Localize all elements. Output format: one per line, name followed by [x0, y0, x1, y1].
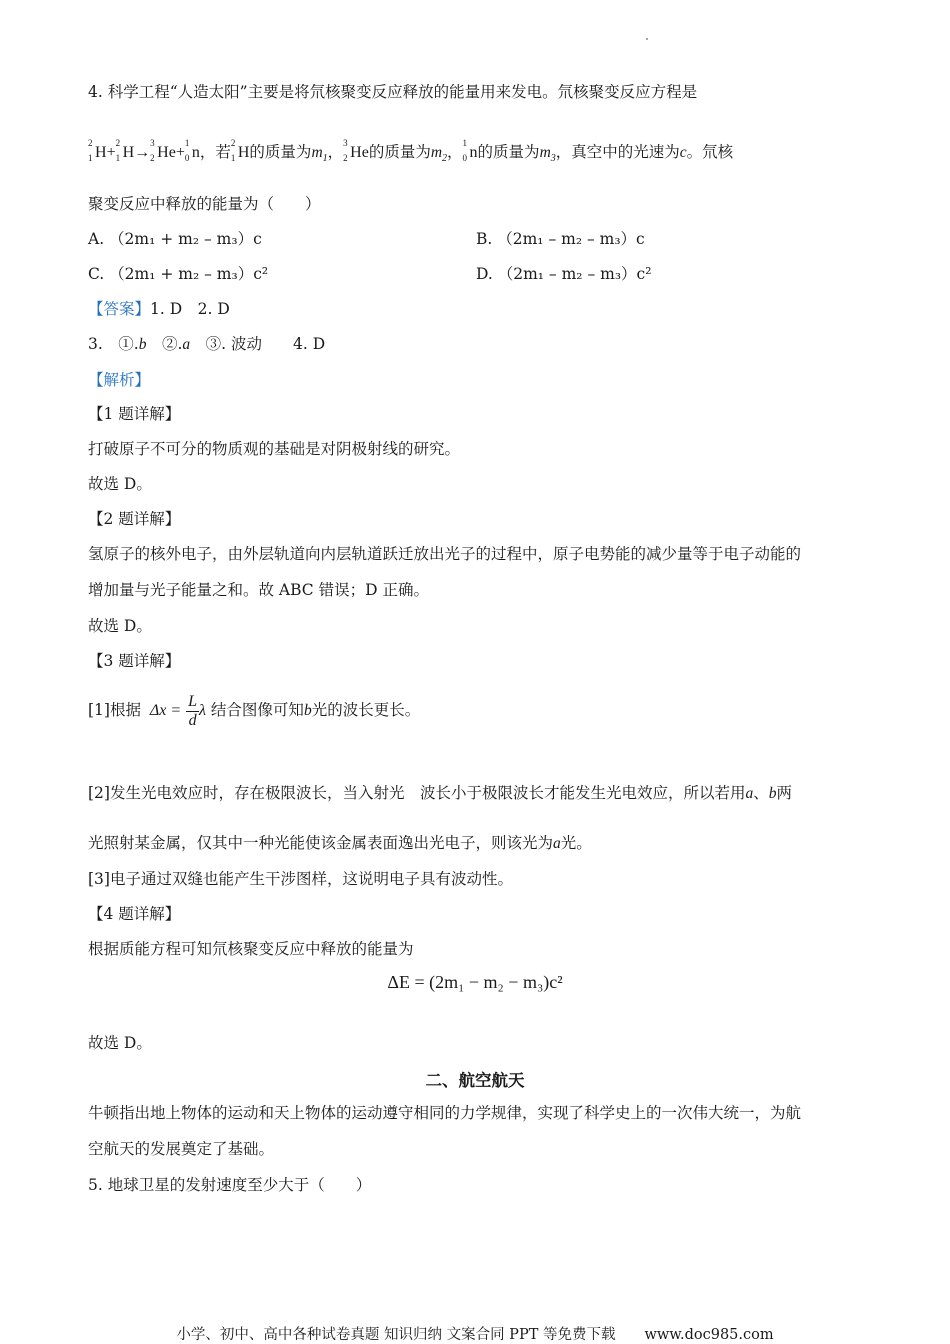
q1-detail-text: 打破原子不可分的物质观的基础是对阴极射线的研究。 — [88, 440, 461, 458]
nuclide-h-ref: 2 1 H — [230, 138, 250, 163]
nuclide-he: 3 2 He — [150, 138, 176, 163]
page-footer: 小学、初中、高中各种试卷真题 知识归纳 文案合同 PPT 等免费下载 www.doc985.com — [176, 1327, 774, 1343]
plus-sign: + — [106, 144, 116, 161]
q3-paragraph2-line2: 光照射某金属，仅其中一种光能使该金属表面逸出光电子，则该光为a光。 — [88, 834, 592, 852]
q2-choice: 故选 D。 — [88, 617, 152, 635]
q4-stem-line3: 聚变反应中释放的能量为（ ） — [88, 195, 321, 213]
answer-line2: 3. ①.b ②.a ③. 波动 4. D — [88, 335, 326, 353]
q4-energy-formula: ΔE = (2m₁ − m₂ − m₃)c² — [387, 972, 563, 992]
q3-paragraph1: [1]根据 Δx = $\frac{L}{d}$ λ 结合图像可知b光的波长更长。 — [88, 692, 421, 729]
q5-stem: 5. 地球卫星的发射速度至少大于（ ） — [88, 1176, 372, 1194]
option-a: A. （2m₁ + m₂ – m₃）c — [88, 230, 262, 248]
analysis-label: 【解析】 — [88, 371, 151, 389]
q4-stem-line1: 4. 科学工程“人造太阳”主要是将氘核聚变反应释放的能量用来发电。氘核聚变反应方程是 — [88, 83, 698, 101]
formula-fraction: $\frac{L}{d}$ — [188, 692, 198, 729]
nuclide-h1: 2 1 H — [88, 138, 107, 163]
q4-choice: 故选 D。 — [88, 1034, 152, 1052]
q2-detail-text2: 增加量与光子能量之和。故 ABC 错误；D 正确。 — [88, 581, 429, 599]
q3-paragraph3: [3]电子通过双缝也能产生干涉图样，这说明电子具有波动性。 — [88, 870, 513, 888]
option-b: B. （2m₁ – m₂ – m₃）c — [476, 230, 645, 248]
answer-line1: 【答案】1. D 2. D — [88, 300, 230, 318]
q1-detail-title: 【1 题详解】 — [88, 405, 181, 423]
option-c: C. （2m₁ + m₂ – m₃）c² — [88, 265, 269, 283]
q1-choice: 故选 D。 — [88, 475, 152, 493]
reaction-arrow: → — [134, 144, 151, 161]
section-intro-line1: 牛顿指出地上物体的运动和天上物体的运动遵守相同的力学规律，实现了科学史上的一次伟大统一，为航 — [88, 1104, 802, 1122]
plus-sign-2: + — [175, 144, 185, 161]
q4-detail-title: 【4 题详解】 — [88, 905, 181, 923]
formula-lhs: Δx = — [149, 702, 182, 719]
q3-detail-title: 【3 题详解】 — [88, 652, 181, 670]
formula-lambda: λ — [199, 702, 206, 719]
answer-label: 【答案】 — [88, 300, 151, 318]
q2-detail-title: 【2 题详解】 — [88, 510, 181, 528]
section-intro-line2: 空航天的发展奠定了基础。 — [88, 1140, 275, 1158]
q4-equation-line: 2 1 H+ 2 1 H→ 3 2 He+ 1 0 n，若 2 1 H的质量为$m_1$， 3 2 He的质量为$m_2$， 1 0 n的质量为$m_3$，真空中的光速为c。氘核 — [88, 138, 734, 165]
nuclide-n-ref: 1 0 n — [462, 138, 478, 163]
section-title: 二、航空航天 — [425, 1071, 525, 1090]
corner-dot — [646, 38, 648, 40]
nuclide-n: 1 0 n — [184, 138, 200, 163]
q2-detail-text1: 氢原子的核外电子，由外层轨道向内层轨道跃迁放出光子的过程中，原子电势能的减少量等于电子动能的 — [88, 545, 802, 563]
nuclide-he-ref: 3 2 He — [343, 138, 369, 163]
q4-detail-text: 根据质能方程可知氘核聚变反应中释放的能量为 — [88, 940, 414, 958]
option-d: D. （2m₁ – m₂ – m₃）c² — [476, 265, 652, 283]
nuclide-h2: 2 1 H — [115, 138, 135, 163]
q3-paragraph2-line1: [2]发生光电效应时，存在极限波长，当入射光 波长小于极限波长才能发生光电效应，所以若用a、b两 — [88, 784, 792, 802]
